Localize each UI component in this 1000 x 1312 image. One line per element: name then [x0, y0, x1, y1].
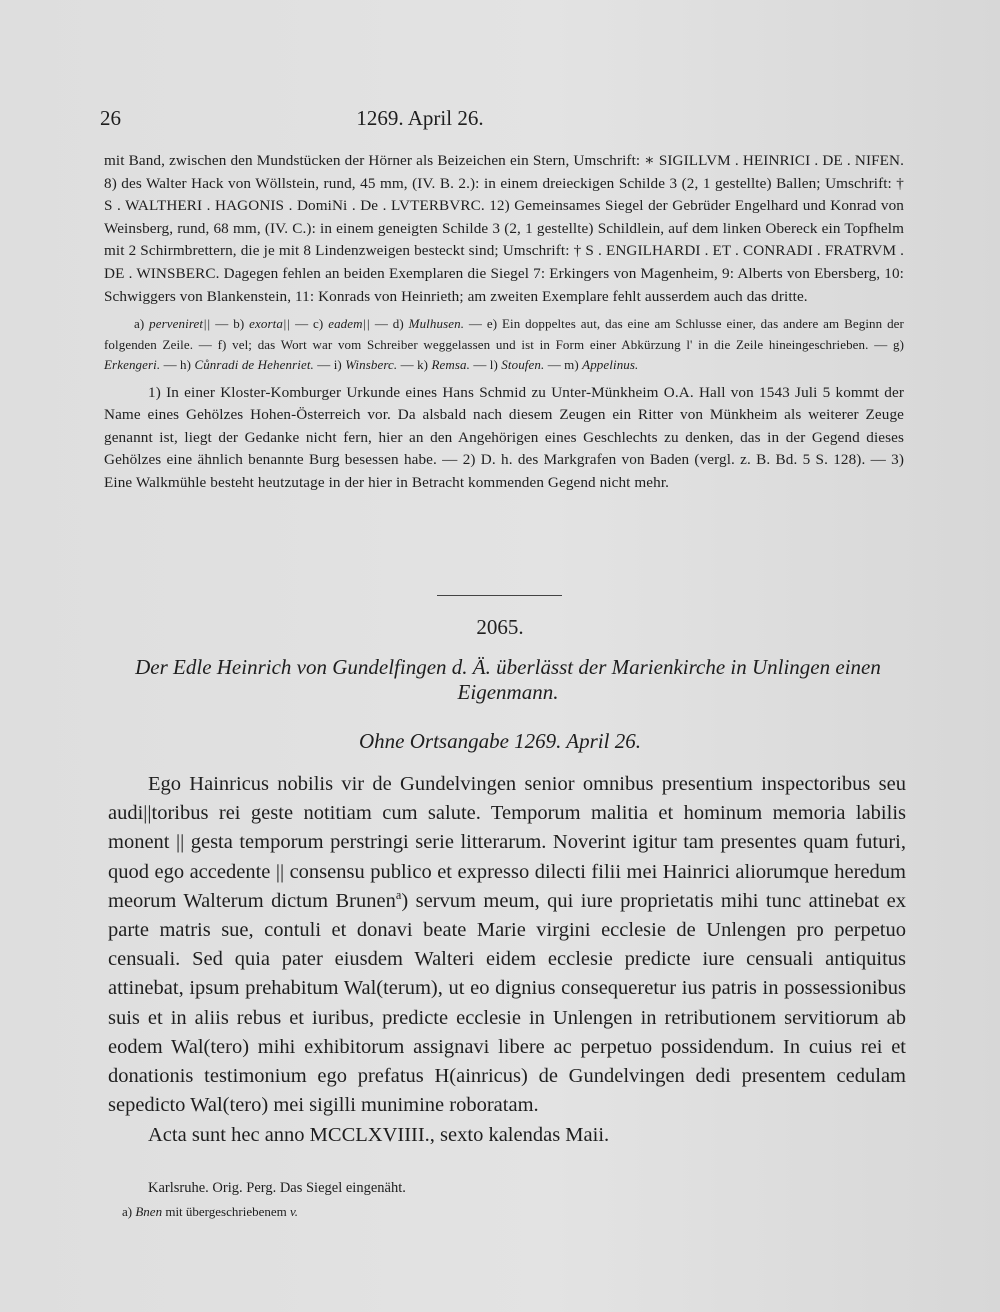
running-head-wrapper	[100, 106, 920, 131]
variant-d: Mulhusen.	[408, 316, 465, 332]
variant-m-label: — m)	[547, 357, 579, 373]
footnote-marker: a	[395, 887, 402, 902]
variant-h-label: — h)	[163, 357, 192, 373]
previous-document-continuation	[104, 150, 904, 495]
variant-l: Stoufen.	[501, 357, 545, 373]
section-divider	[437, 595, 562, 596]
page-number: 26	[100, 106, 121, 130]
variant-i-label: — i)	[317, 357, 342, 373]
textual-variants	[104, 314, 904, 376]
variant-c-label: — c)	[295, 316, 324, 332]
variant-e-label: — e)	[468, 316, 498, 332]
charter-body-part2: ) servum meum, qui iure proprietatis mihi tunc attinebat ex parte matris sue, contuli et donavi beate Marie virgini ecclesie de Unlengen pro perpetuo censuali. Sed quia pater eiusdem Walteri eidem ecclesie predicte iure censuali antiquitus attinebat, ipsum prehabitum Wal(terum), ut eo dignius consequeretur ius patris in possessionibus suis et in aliis rebus et iuribus, predicte ecclesie in Unlengen in retributionem servitiorum ab eodem Wal(tero) mihi exhibitorum assignavi libere ac perpetuo possidendum. In cuius rei et donationis testimonium ego prefatus H(ainricus) de Gundelvingen dedi presentem cedulam sepedicto Wal(tero) mei sigilli munimine roboratam.	[108, 889, 906, 1117]
page-header	[100, 106, 920, 136]
document-title: Der Edle Heinrich von Gundelfingen d. Ä. überlässt der Marienkirche in Unlingen einen Eigenmann.	[135, 655, 881, 704]
variant-h: Cůnradi de Hehenriet.	[194, 357, 314, 373]
variant-f-label: — f)	[198, 336, 227, 352]
variant-b: exorta||	[249, 316, 291, 332]
charter-text	[108, 770, 906, 1151]
explanatory-notes: 1) In einer Kloster-Komburger Urkunde eines Hans Schmid zu Unter-Münkheim O.A. Hall von 1543 Juli 5 kommt der Name eines Gehölzes Hohen-Österreich vor. Da alsbald nach diesem Zeugen ein Ritter von Münkheim als weiterer Zeuge genannt ist, liegt der Gedanke nicht fern, hier an den Angehörigen eines Geschlechts zu denken, das in der Gegend dieses Gehölzes eine ähnlich benannte Burg besessen habe. — 2) D. h. des Markgrafen von Baden (vergl. z. B. Bd. 5 S. 128). — 3) Eine Walkmühle besteht heutzutage in der hier in Betracht kommenden Gegend nicht mehr.	[104, 383, 904, 492]
variant-m: Appelinus.	[582, 357, 639, 373]
charter-footnote-text: mit übergeschriebenem	[162, 1204, 290, 1219]
charter-dating-clause: Acta sunt hec anno MCCLXVIIII., sexto kalendas Maii.	[148, 1124, 610, 1147]
charter-footnote-label: a)	[122, 1204, 133, 1219]
variant-a: perveniret||	[149, 316, 211, 332]
variant-e: Ein doppeltes aut, das eine am Schlusse einer, das andere am Beginn der folgenden Zeile.	[104, 316, 904, 352]
charter-body	[108, 770, 906, 1120]
variant-k: Remsa.	[431, 357, 470, 373]
variant-f: vel; das Wort war vom Schreiber weggelassen und ist in Form einer Abkürzung l' in die Zeile hineingeschrieben.	[232, 336, 869, 352]
seal-description-paragraph: mit Band, zwischen den Mundstücken der Hörner als Beizeichen ein Stern, Umschrift: ∗ SIGILLVM . HEINRICI . DE . NIFEN. 8) des Walter Hack von Wöllstein, rund, 45 mm, (IV. B. 2.): in einem dreieckigen Schilde 3 (2, 1 gestellte) Ballen; Umschrift: † S . WALTHERI . HAGONIS . DomiNi . De . LVTERBVRC. 12) Gemeinsames Siegel der Gebrüder Engelhard und Konrad von Weinsberg, rund, 68 mm, (IV. C.): in einem geneigten Schilde 3 (2, 1 gestellte) Schildlein, auf dem linken Obereck ein Topfhelm mit 2 Schirmbrettern, die je mit 8 Lindenzweigen besteckt sind; Umschrift: † S . ENGILHARDI . ET . CONRADI . FRATRVM . DE . WINSBERC. Dagegen fehlen an beiden Exemplaren die Siegel 7: Erkingers von Magenheim, 9: Alberts von Ebersberg, 10: Schwiggers von Blankenstein, 11: Konrads von Heinrieth; am zweiten Exemplare fehlt ausserdem auch das dritte.	[104, 152, 904, 305]
variant-c: eadem||	[328, 316, 370, 332]
variant-l-label: — l)	[473, 357, 498, 373]
archive-note: Karlsruhe. Orig. Perg. Das Siegel eingenäht.	[148, 1180, 406, 1196]
variant-k-label: — k)	[400, 357, 429, 373]
variant-a-label: a)	[134, 316, 145, 332]
variant-b-label: — b)	[215, 316, 245, 332]
variant-g: Erkengeri.	[104, 357, 161, 373]
document-number: 2065.	[476, 615, 524, 639]
charter-body-part1: Ego Hainricus nobilis vir de Gundelvingen senior omnibus presentium inspectoribus seu audi||toribus rei geste notitiam cum salute. Temporum malitia et hominum memoria labilis monent || gesta temporum perstringi serie litterarum. Noverint igitur tam presentes quam futuri, quod ego accedente || consensu publico et expresso dilecti filii mei Hainrici aliorumque heredum meorum Walterum dictum Brunen	[108, 773, 906, 912]
variant-g-label: — g)	[874, 336, 905, 352]
variant-i: Winsberc.	[345, 357, 398, 373]
charter-footnote-end: v.	[290, 1204, 299, 1219]
charter-footnote-italic: Bnen	[135, 1204, 163, 1219]
variant-d-label: — d)	[374, 316, 404, 332]
charter-footnote	[122, 1204, 902, 1220]
running-head: 1269. April 26.	[356, 106, 484, 130]
document-date-place: Ohne Ortsangabe 1269. April 26.	[359, 729, 641, 753]
